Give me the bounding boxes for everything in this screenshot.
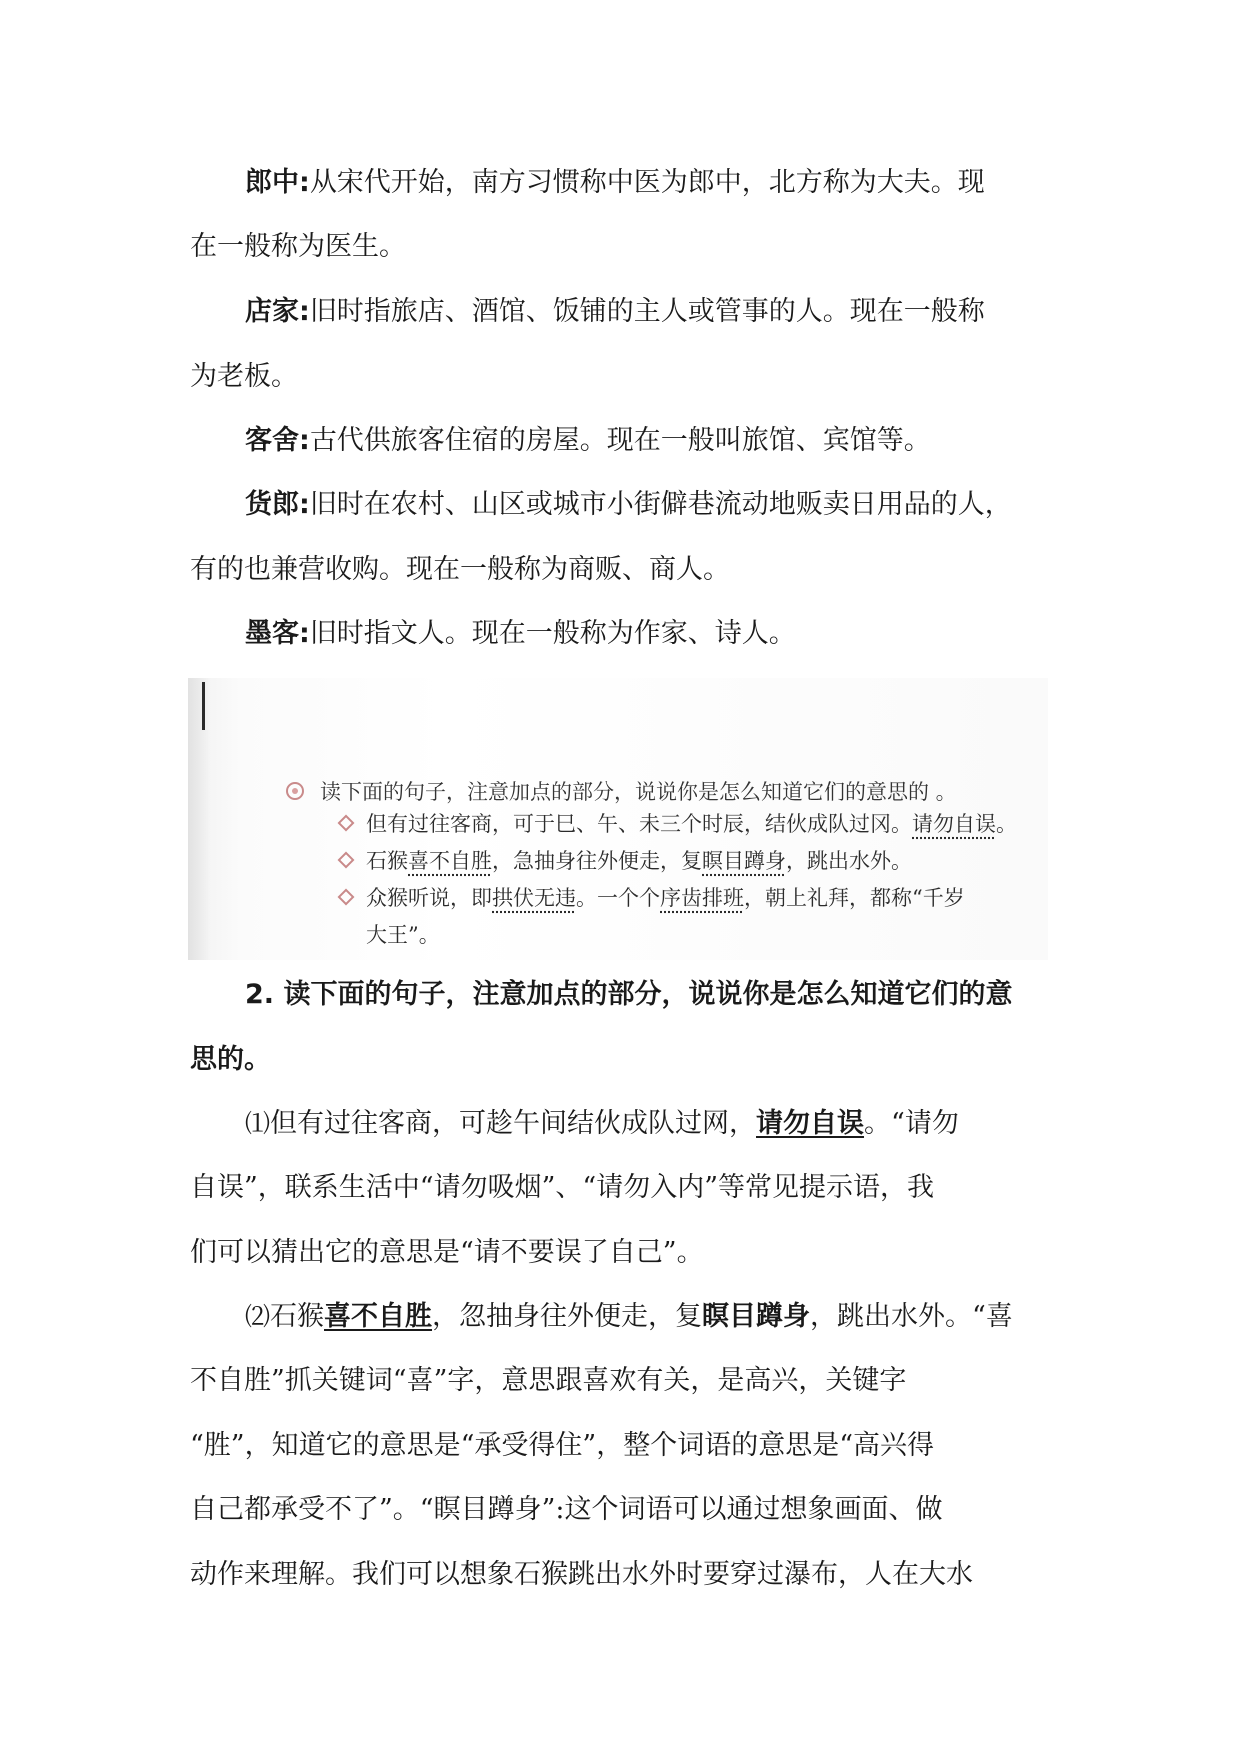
answer-2 <box>245 1297 1013 1337</box>
answer-text: 但有过往客商，可趁午间结伙成队过网， <box>270 1108 757 1139</box>
diamond-bullet-icon <box>338 815 355 832</box>
scan-question: 读下面的句子，注意加点的部分，说说你是怎么知道它们的意思的 。 <box>320 780 957 804</box>
answer-1 <box>245 1104 959 1144</box>
glossary-sep: : <box>299 489 310 520</box>
scan-dotted-phrase: 序齿排班 <box>660 886 744 910</box>
scan-item-3 <box>366 882 965 912</box>
answer-text: ，跳出水外。“喜 <box>810 1301 1013 1332</box>
glossary-sep: : <box>299 425 310 456</box>
glossary-moke <box>245 614 796 654</box>
glossary-term: 墨客 <box>245 618 299 649</box>
scan-text: 众猴听说，即 <box>366 886 492 910</box>
answer-2-cont: “胜”，知道它的意思是“承受得住”，整个词语的意思是“高兴得 <box>190 1430 935 1461</box>
scan-text: 石猴 <box>366 849 408 873</box>
glossary-langzhong <box>245 163 985 203</box>
glossary-term: 郎中 <box>245 167 299 198</box>
glossary-term: 客舍 <box>245 425 299 456</box>
glossary-keshe <box>245 421 931 461</box>
exercise-heading: 2. 读下面的句子，注意加点的部分，说说你是怎么知道它们的意 <box>245 979 1013 1010</box>
answer-text: 。“请勿 <box>864 1108 959 1139</box>
scan-text: 但有过往客商，可于巳、午、未三个时辰，结伙成队过冈。 <box>366 812 912 836</box>
answer-1-cont: 们可以猜出它的意思是“请不要误了自己”。 <box>190 1237 704 1268</box>
answer-number: ⑵ <box>245 1302 271 1331</box>
scan-text: 。一个个 <box>576 886 660 910</box>
scan-item-2 <box>366 845 912 875</box>
key-phrase: 喜不自胜 <box>324 1301 433 1332</box>
scan-text: ，急抽身往外便走，复 <box>492 849 702 873</box>
answer-2-cont: 自己都承受不了”。“瞑目蹲身”:这个词语可以通过想象画面、做 <box>190 1494 943 1525</box>
answer-text: ，忽抽身往外便走，复 <box>432 1301 703 1332</box>
scan-dotted-phrase: 瞑目蹲身 <box>702 849 786 873</box>
textbook-scan-image <box>188 678 1048 960</box>
scan-text: ，跳出水外。 <box>786 849 912 873</box>
answer-text: 石猴 <box>270 1301 325 1332</box>
glossary-definition: 旧时指旅店、酒馆、饭铺的主人或管事的人。现在一般称 <box>309 296 985 327</box>
scan-text: ，朝上礼拜，都称“千岁 <box>744 886 965 910</box>
glossary-sep: : <box>299 618 310 649</box>
key-phrase: 请勿自误 <box>756 1108 865 1139</box>
scan-dotted-phrase: 请勿自误 <box>912 812 996 836</box>
exercise-heading-cont: 思的。 <box>190 1044 271 1075</box>
glossary-term: 货郎 <box>245 489 299 520</box>
glossary-sep: : <box>299 296 310 327</box>
scan-margin-bar <box>202 682 205 730</box>
glossary-sep: : <box>299 167 310 198</box>
glossary-term: 店家 <box>245 296 299 327</box>
answer-2-cont: 不自胜”抓关键词“喜”字，意思跟喜欢有关，是高兴，关键字 <box>190 1365 907 1396</box>
scan-dotted-phrase: 喜不自胜 <box>408 849 492 873</box>
glossary-definition-cont: 有的也兼营收购。现在一般称为商贩、商人。 <box>190 554 730 585</box>
glossary-definition: 古代供旅客住宿的房屋。现在一般叫旅馆、宾馆等。 <box>309 425 931 456</box>
scan-dotted-phrase: 拱伏无违 <box>492 886 576 910</box>
question-marker-icon <box>286 782 304 800</box>
scan-item-1 <box>366 808 1017 838</box>
scan-item-3-cont: 大王”。 <box>366 923 440 947</box>
diamond-bullet-icon <box>338 852 355 869</box>
glossary-definition: 旧时指文人。现在一般称为作家、诗人。 <box>309 618 796 649</box>
glossary-definition-cont: 在一般称为医生。 <box>190 231 406 262</box>
diamond-bullet-icon <box>338 889 355 906</box>
glossary-definition: 旧时在农村、山区或城市小街僻巷流动地贩卖日用品的人， <box>309 489 1012 520</box>
answer-1-cont: 自误”，联系生活中“请勿吸烟”、“请勿入内”等常见提示语，我 <box>190 1172 935 1203</box>
glossary-dianjia <box>245 292 985 332</box>
key-phrase: 瞑目蹲身 <box>702 1301 811 1332</box>
answer-number: ⑴ <box>245 1109 271 1138</box>
scan-page-edge <box>188 678 210 960</box>
glossary-huolang <box>245 485 1012 525</box>
glossary-definition-cont: 为老板。 <box>190 361 298 392</box>
answer-2-cont: 动作来理解。我们可以想象石猴跳出水外时要穿过瀑布，人在大水 <box>190 1559 973 1590</box>
scan-text: 。 <box>996 812 1017 836</box>
glossary-definition: 从宋代开始，南方习惯称中医为郎中，北方称为大夫。现 <box>309 167 985 198</box>
